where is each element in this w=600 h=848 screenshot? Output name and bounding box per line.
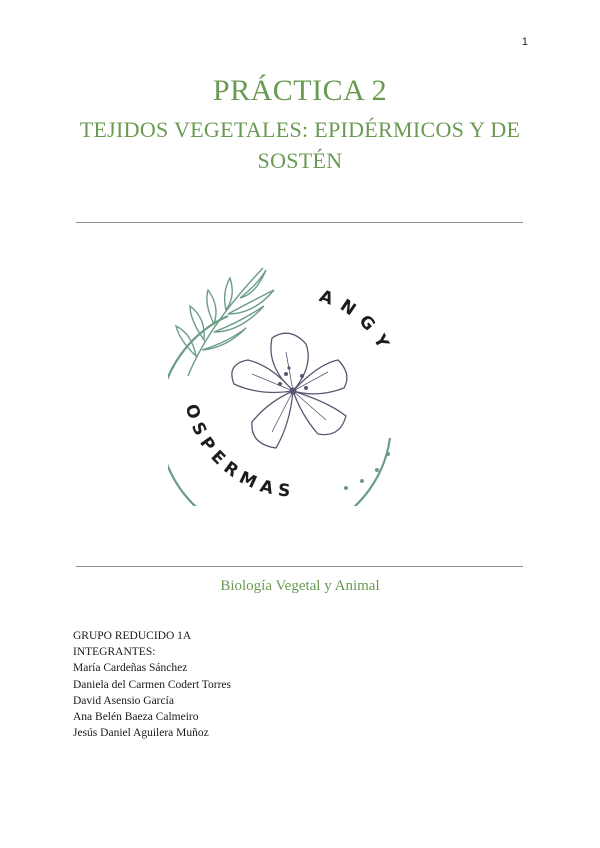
member-name: Jesús Daniel Aguilera Muñoz xyxy=(73,727,209,740)
member-name: Ana Belén Baeza Calmeiro xyxy=(73,711,199,724)
member-name: Daniela del Carmen Codert Torres xyxy=(73,678,232,691)
member-name: María Cardeñas Sánchez xyxy=(73,662,188,675)
members-label: INTEGRANTES: xyxy=(73,646,156,659)
page-number: 1 xyxy=(521,36,528,48)
course-name: Biología Vegetal y Animal xyxy=(220,578,380,594)
flower-icon xyxy=(232,333,347,448)
logo-top-text: ANGY xyxy=(316,286,397,360)
top-divider xyxy=(76,222,523,223)
group-info xyxy=(73,628,231,741)
logo-dots xyxy=(344,452,390,490)
logo-bottom-text: OSPERMAS xyxy=(180,401,298,503)
document-title: PRÁCTICA 2 xyxy=(212,74,388,107)
member-name: David Asensio García xyxy=(73,694,174,707)
group-label: GRUPO REDUCIDO 1A xyxy=(73,630,192,642)
angyospermas-logo xyxy=(168,256,408,506)
leaf-branch-icon xyxy=(176,268,274,376)
bottom-divider xyxy=(76,566,523,567)
document-subtitle: TEJIDOS VEGETALES: EPIDÉRMICOS Y DE SOSTÉN xyxy=(79,117,521,173)
